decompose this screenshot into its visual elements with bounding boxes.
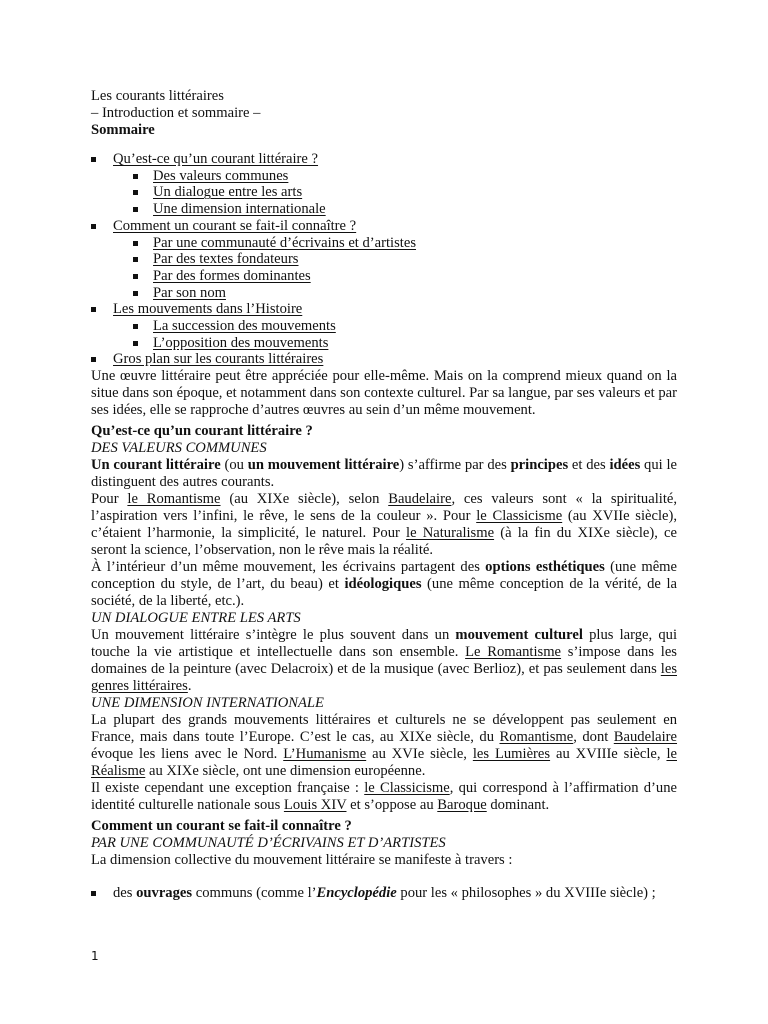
link[interactable]: le Naturalisme bbox=[406, 525, 495, 542]
toc-item[interactable] bbox=[91, 218, 677, 302]
link[interactable]: les genres littéraires bbox=[91, 661, 677, 695]
toc-item[interactable] bbox=[91, 151, 677, 218]
paragraph bbox=[91, 627, 677, 695]
bullet-item bbox=[91, 885, 677, 902]
text: au XIXe siècle, ont une dimension européenne. bbox=[145, 763, 426, 780]
text-bold: principes bbox=[510, 457, 569, 474]
toc-item[interactable] bbox=[91, 301, 677, 351]
text-bold-italic: Encyclopédie bbox=[316, 885, 397, 902]
text: des bbox=[113, 885, 137, 902]
text: s’impose dans les domaines de la peinture (avec Delacroix) et de la musique (avec Berlioz), et pas seulement dans bbox=[91, 644, 677, 678]
toc-link[interactable]: Gros plan sur les courants littéraires bbox=[113, 351, 324, 368]
paragraph: La dimension collective du mouvement littéraire se manifeste à travers : bbox=[91, 852, 513, 869]
text-bold: idées bbox=[609, 457, 641, 474]
link[interactable]: le Classicisme bbox=[476, 508, 563, 525]
text: , ces valeurs sont « la spiritualité, l’aspiration vers l’infini, le rêve, le sens de la couleur ». Pour bbox=[91, 491, 677, 525]
text: évoque les liens avec le Nord. bbox=[91, 746, 284, 763]
link[interactable]: Romantisme bbox=[499, 729, 574, 746]
toc-link[interactable]: L’opposition des mouvements bbox=[153, 334, 329, 351]
link[interactable]: Baudelaire bbox=[388, 491, 452, 508]
paragraph bbox=[91, 780, 677, 814]
document-page bbox=[91, 88, 677, 902]
link[interactable]: le Réalisme bbox=[91, 746, 677, 780]
toc-subitem[interactable] bbox=[133, 285, 677, 302]
text: Pour bbox=[91, 491, 128, 508]
paragraph bbox=[91, 491, 677, 559]
text: ) s’affirme par des bbox=[399, 457, 511, 474]
text: plus large, qui touche la vie artistique et intellectuelle dans son ensemble. bbox=[91, 627, 677, 661]
toc-link[interactable]: Une dimension internationale bbox=[153, 201, 326, 218]
section-heading: Qu’est-ce qu’un courant littéraire ? bbox=[91, 423, 313, 440]
link[interactable]: Le Romantisme bbox=[465, 644, 562, 661]
text: (au XVIIe siècle), c’étaient l’harmonie, la simplicité, le naturel. Pour bbox=[91, 508, 677, 542]
toc-link[interactable]: Par une communauté d’écrivains et d’artistes bbox=[153, 234, 417, 251]
text-bold: Un courant littéraire bbox=[91, 457, 221, 474]
text-bold: un mouvement littéraire bbox=[247, 457, 400, 474]
text: et s’oppose au bbox=[346, 797, 438, 814]
text-bold: options esthétiques bbox=[485, 559, 605, 576]
toc-link[interactable]: Des valeurs communes bbox=[153, 167, 289, 184]
toc-link[interactable]: Par son nom bbox=[153, 284, 226, 301]
page-number: 1 bbox=[91, 949, 99, 963]
toc-subitem[interactable] bbox=[133, 168, 677, 185]
subsection-heading: DES VALEURS COMMUNES bbox=[91, 440, 267, 457]
paragraph bbox=[91, 457, 677, 491]
toc-subitem[interactable] bbox=[133, 201, 677, 218]
toc-link[interactable]: Comment un courant se fait-il connaître ? bbox=[113, 217, 357, 234]
text: , qui correspond à l’affirmation d’une identité culturelle nationale sous bbox=[91, 780, 677, 814]
section-heading: Comment un courant se fait-il connaître ? bbox=[91, 818, 352, 835]
link[interactable]: le Romantisme bbox=[127, 491, 221, 508]
document-subtitle: – Introduction et sommaire – bbox=[91, 105, 261, 121]
subsection-heading: UN DIALOGUE ENTRE LES ARTS bbox=[91, 610, 301, 627]
toc-subitem[interactable] bbox=[133, 268, 677, 285]
text: et des bbox=[568, 457, 610, 474]
subsection-heading: UNE DIMENSION INTERNATIONALE bbox=[91, 695, 324, 712]
paragraph bbox=[91, 559, 677, 610]
toc-link[interactable]: Qu’est-ce qu’un courant littéraire ? bbox=[113, 151, 319, 167]
toc-link[interactable]: Les mouvements dans l’Histoire bbox=[113, 301, 303, 318]
toc-link[interactable]: Par des formes dominantes bbox=[153, 267, 311, 284]
text: (à la fin du XIXe siècle), ce seront la science, l’observation, non le rêve mais la réalité. bbox=[91, 525, 677, 559]
text: qui le distinguent des autres courants. bbox=[91, 457, 678, 491]
text: communs (comme l’ bbox=[192, 885, 317, 902]
link[interactable]: les Lumières bbox=[472, 746, 551, 763]
toc-subitem[interactable] bbox=[133, 235, 677, 252]
text: (une même conception du style, de l’art, du beau) et bbox=[91, 559, 678, 593]
link[interactable]: le Classicisme bbox=[364, 780, 450, 797]
text-bold: mouvement culturel bbox=[455, 627, 583, 644]
text-bold: idéologiques bbox=[344, 576, 422, 593]
text: La plupart des grands mouvements littéraires et culturels ne se développent pas seulement en France, mais dans toute l’Europe. C’est le cas, au XIXe siècle, du bbox=[91, 712, 677, 746]
toc-link[interactable]: La succession des mouvements bbox=[153, 318, 336, 335]
text: . bbox=[187, 678, 192, 695]
text: (ou bbox=[220, 457, 248, 474]
text: dominant. bbox=[486, 797, 550, 814]
sommaire-heading: Sommaire bbox=[91, 122, 155, 138]
toc-subitem[interactable] bbox=[133, 184, 677, 201]
toc-link[interactable]: Par des textes fondateurs bbox=[153, 251, 299, 268]
table-of-contents bbox=[91, 151, 677, 368]
toc-link[interactable]: Un dialogue entre les arts bbox=[153, 184, 303, 201]
text-bold: ouvrages bbox=[136, 885, 193, 902]
text: (une même conception de la vérité, de la société, de la liberté, etc.). bbox=[91, 576, 677, 610]
text: (au XIXe siècle), selon bbox=[220, 491, 389, 508]
text: au XVIe siècle, bbox=[366, 746, 473, 763]
toc-subitem[interactable] bbox=[133, 335, 677, 352]
link[interactable]: Baudelaire bbox=[613, 729, 678, 746]
subsection-heading: PAR UNE COMMUNAUTÉ D’ÉCRIVAINS ET D’ARTISTES bbox=[91, 835, 446, 852]
link[interactable]: L’Humanisme bbox=[283, 746, 367, 763]
text: , dont bbox=[573, 729, 614, 746]
toc-item[interactable] bbox=[91, 351, 677, 368]
text: Il existe cependant une exception française : bbox=[91, 780, 365, 797]
toc-subitem[interactable] bbox=[133, 251, 677, 268]
text: au XVIIIe siècle, bbox=[550, 746, 667, 763]
link[interactable]: Baroque bbox=[437, 797, 487, 814]
text: À l’intérieur d’un même mouvement, les écrivains partagent des bbox=[91, 559, 486, 576]
text: pour les « philosophes » du XVIIIe siècle) ; bbox=[396, 885, 656, 902]
paragraph bbox=[91, 712, 677, 780]
toc-subitem[interactable] bbox=[133, 318, 677, 335]
document-title: Les courants littéraires bbox=[91, 88, 224, 104]
link[interactable]: Louis XIV bbox=[283, 797, 347, 814]
intro-paragraph: Une œuvre littéraire peut être appréciée pour elle-même. Mais on la comprend mieux quand on la situe dans son époque, et notamment dans son contexte culturel. Par sa langue, par ses valeurs et par ses idées, elle se rapproche d’autres œuvres au sein d’un même mouvement. bbox=[91, 368, 677, 419]
text: Un mouvement littéraire s’intègre le plus souvent dans un bbox=[91, 627, 456, 644]
